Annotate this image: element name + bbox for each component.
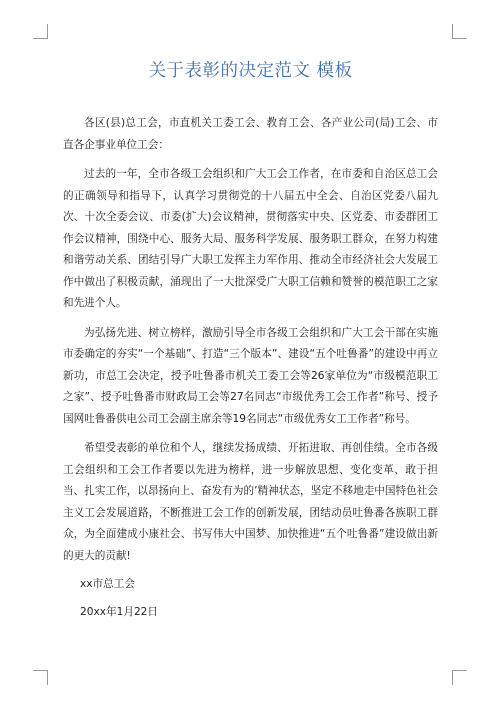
paragraph-hope: 希望受表彰的单位和个人，继续发扬成绩、开拓进取、再创佳绩。全市各级工会组织和工会工作者要以先进为榜样，进一步解放思想、变化变革、敢于担当、扎实工作，以昂扬向上、奋发有为的’精神状态，坚定不移地走中国特色社会主义工会发展道路，不断推进工会工作的创新发展，团结动员吐鲁番各族职工群众，为全面建成小康社会、书写伟大中国梦、加快推进“五个吐鲁番”建设做出新的更大的贡献! [63, 442, 438, 562]
date: 20xx年1月22日 [80, 605, 159, 618]
paragraph-decision: 为弘扬先进、树立榜样，激励引导全市各级工会组织和广大工会干部在实施市委确定的夯实“一个基础”、打造“三个版本”、建设“五个吐鲁番”的建设中再立新功，市总工会决定，授予吐鲁番市机关工委工会等26家单位为“市级模范职工之家”、授予吐鲁番市财政局工会等27名同志“市级优秀工会工作者”称号、授予国网吐鲁番供电公司工会副主席余等19名同志“市级优秀女工工作者”称号。 [63, 326, 438, 425]
signature: xx市总工会 [80, 578, 135, 590]
crop-mark-bottom-left [33, 670, 48, 685]
paragraph-review: 过去的一年，全市各级工会组织和广大工会工作者，在市委和自治区总工会的正确领导和指导下，认真学习贯彻党的十八届五中全会、自治区党委八届九次、十次全委会议、市委(扩大)会议精神，贯彻落实中央、区党委、市委群团工作会议精神，围绕中心、服务大局、服务科学发展、服务职工群众，在努力构建和谐劳动关系、团结引导广大职工发挥主力军作用、推动全市经济社会大发展工作中做出了积极贡献，涌现出了一大批深受广大职工信赖和赞誉的模范职工之家和先进个人。 [63, 168, 438, 309]
document-title: 关于表彰的决定范文 模板 [148, 61, 353, 81]
document-page [63, 58, 438, 623]
crop-mark-bottom-right [452, 670, 467, 685]
salutation: 各区(县)总工会，市直机关工委工会、教育工会、各产业公司(局)工会、市直各企事业单位工会： [63, 117, 438, 151]
crop-mark-top-right [452, 24, 467, 39]
crop-mark-top-left [33, 24, 48, 39]
